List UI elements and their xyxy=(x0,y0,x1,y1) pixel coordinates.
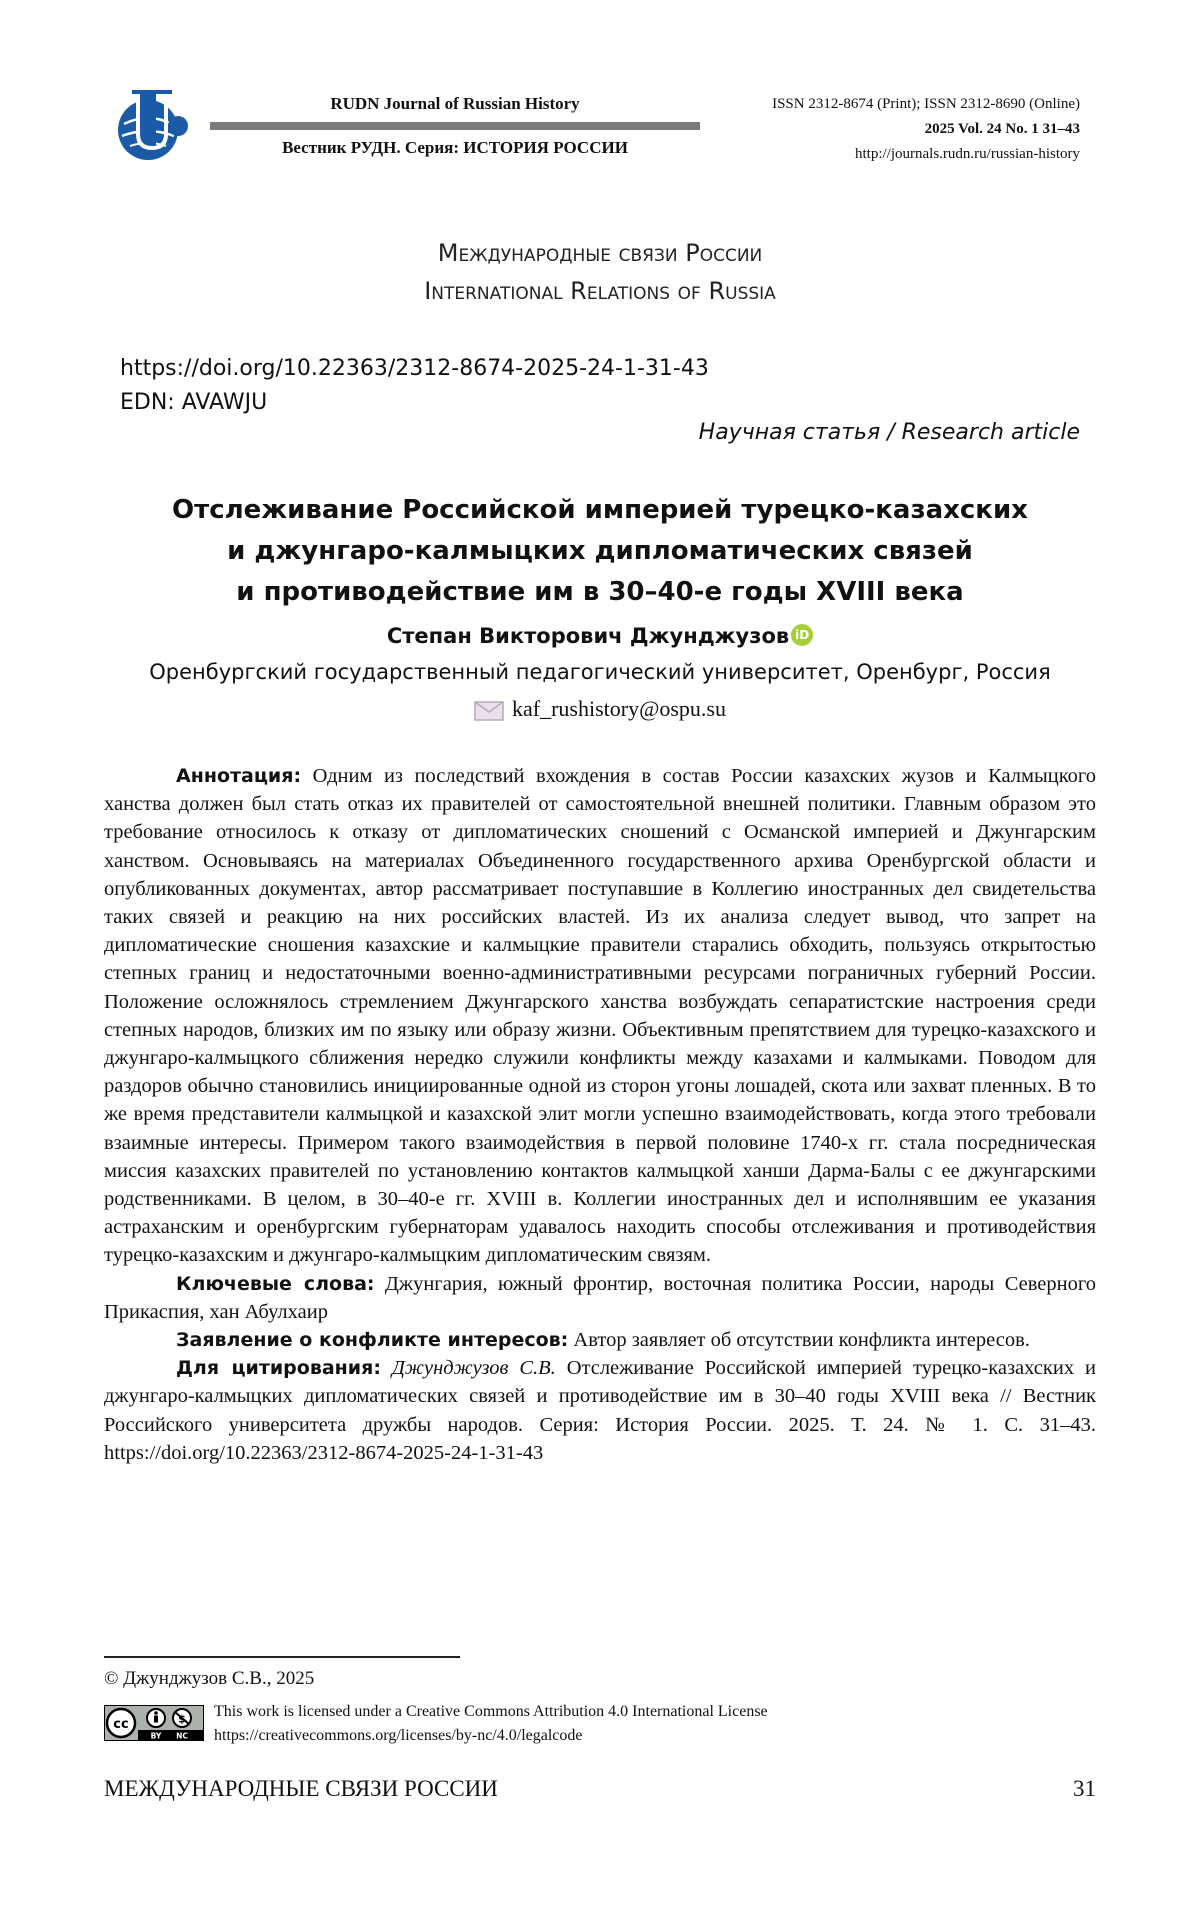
license-text: This work is licensed under a Creative Commons Attribution 4.0 International License xyxy=(214,1700,768,1724)
copyright: © Джунджузов С.В., 2025 xyxy=(104,1668,314,1690)
conflict-text: Автор заявляет об отсутствии конфликта интересов. xyxy=(573,1329,1030,1351)
article-title xyxy=(100,490,1100,613)
journal-url[interactable]: http://journals.rudn.ru/russian-history xyxy=(700,142,1080,167)
doi-link[interactable]: https://doi.org/10.22363/2312-8674-2025-24-1-31-43 xyxy=(120,352,709,386)
journal-logo xyxy=(108,86,194,166)
citation-label: Для цитирования: xyxy=(176,1357,381,1379)
email-address[interactable]: kaf_rushistory@ospu.su xyxy=(512,696,726,721)
orcid-icon[interactable]: iD xyxy=(791,624,813,646)
email-line xyxy=(0,696,1200,722)
citation-paragraph xyxy=(104,1354,1096,1467)
citation-text: Отслеживание Российской империей турецко-казахских и джунгаро-калмыцких дипломатических связей и противодействие им в 30–40 годы XVIII века // Вестник Российского университета дружбы народов. Серия: История России. 2025. Т. 24. № 1. С. 31–43. https://doi.org/10.22363/2312-8674-2025-24-1-31-43 xyxy=(104,1357,1096,1464)
envelope-icon xyxy=(474,701,504,721)
conflict-label: Заявление о конфликте интересов: xyxy=(176,1329,568,1351)
abstract-text: Одним из последствий вхождения в состав России казахских жузов и Калмыцкого ханства должен был стать отказ их правителей от самостоятельной внешней политики. Главным образом это требование относилось к отказу от дипломатических сношений с Османской империей и Джунгарским ханством. Основываясь на материалах Объединенного государственного архива Оренбургской области и опубликованных документах, автор рассматривает поступавшие в Коллегию иностранных дел свидетельства таких связей и реакцию на них российских властей. Из их анализа следует вывод, что запрет на дипломатические сношения казахские и калмыцкие правители старались обходить, пользуясь открытостью степных границ и недостаточными военно-административными ресурсами пограничных губерний России. Положение осложнялось стремлением Джунгарского ханства возбуждать сепаратистские настроения среди степных народов, близких им по языку или образу жизни. Объективным препятствием для турецко-казахского и джунгаро-калмыцкого сближения нередко служили конфликты между казахами и калмыками. Поводом для раздоров обычно становились инициированные одной из сторон угоны лошадей, скота или захват пленных. В то же время представители калмыцкой и казахской элит могли успешно взаимодействовать, когда этого требовали взаимные интересы. Примером такого взаимодействия в первой половине 1740-х гг. стала посредническая миссия казахских правителей по установлению контактов калмыцкой ханши Дарма-Балы с ее джунгарскими родственниками. В целом, в 30–40-е гг. XVIII в. Коллегии иностранных дел и исполнявшим ее указания астраханским и оренбургским губернаторам удавалось находить способы отслеживания и противодействия турецко-казахским и джунгаро-калмыцким дипломатическим связям. xyxy=(104,765,1096,1266)
footnote-rule xyxy=(104,1656,460,1658)
title-line: и противодействие им в 30–40-е годы XVIII века xyxy=(100,572,1100,613)
header-rule xyxy=(210,122,700,130)
section-en: International Relations of Russia xyxy=(0,272,1200,310)
cc-text: cc xyxy=(113,1717,128,1732)
author-line xyxy=(0,624,1200,648)
issue-info: 2025 Vol. 24 No. 1 31–43 xyxy=(700,117,1080,142)
journal-title-ru: Вестник РУДН. Серия: ИСТОРИЯ РОССИИ xyxy=(210,138,700,158)
section-ru: Международные связи России xyxy=(0,234,1200,272)
author-name: Степан Викторович Джунджузов xyxy=(387,624,789,648)
journal-info xyxy=(700,92,1080,167)
journal-title-en: RUDN Journal of Russian History xyxy=(210,94,700,114)
license-url[interactable]: https://creativecommons.org/licenses/by-nc/4.0/legalcode xyxy=(214,1724,768,1748)
keywords-text: Джунгария, южный фронтир, восточная политика России, народы Северного Прикаспия, хан Абулхаир xyxy=(104,1273,1096,1323)
issn: ISSN 2312-8674 (Print); ISSN 2312-8690 (Online) xyxy=(700,92,1080,117)
edn: EDN: AVAWJU xyxy=(120,386,709,420)
title-line: Отслеживание Российской империей турецко-казахских xyxy=(100,490,1100,531)
page-number: 31 xyxy=(1073,1776,1096,1802)
abstract-paragraph xyxy=(104,762,1096,1270)
conflict-paragraph xyxy=(104,1326,1096,1354)
nc-text: NC xyxy=(176,1732,188,1741)
keywords-paragraph xyxy=(104,1270,1096,1326)
citation-author: Джунджузов С.В. xyxy=(392,1357,556,1379)
cc-license-badge[interactable] xyxy=(104,1705,204,1741)
license-block xyxy=(214,1700,768,1748)
keywords-label: Ключевые слова: xyxy=(176,1273,375,1295)
by-text: BY xyxy=(151,1732,162,1741)
footer-section: МЕЖДУНАРОДНЫЕ СВЯЗИ РОССИИ xyxy=(104,1776,498,1802)
abstract-block xyxy=(104,762,1096,1467)
abstract-label: Аннотация: xyxy=(176,765,301,787)
title-line: и джунгаро-калмыцких дипломатических связей xyxy=(100,531,1100,572)
section-heading xyxy=(0,234,1200,310)
doi-block xyxy=(120,352,709,420)
affiliation: Оренбургский государственный педагогический университет, Оренбург, Россия xyxy=(0,660,1200,684)
article-type: Научная статья / Research article xyxy=(699,420,1080,445)
